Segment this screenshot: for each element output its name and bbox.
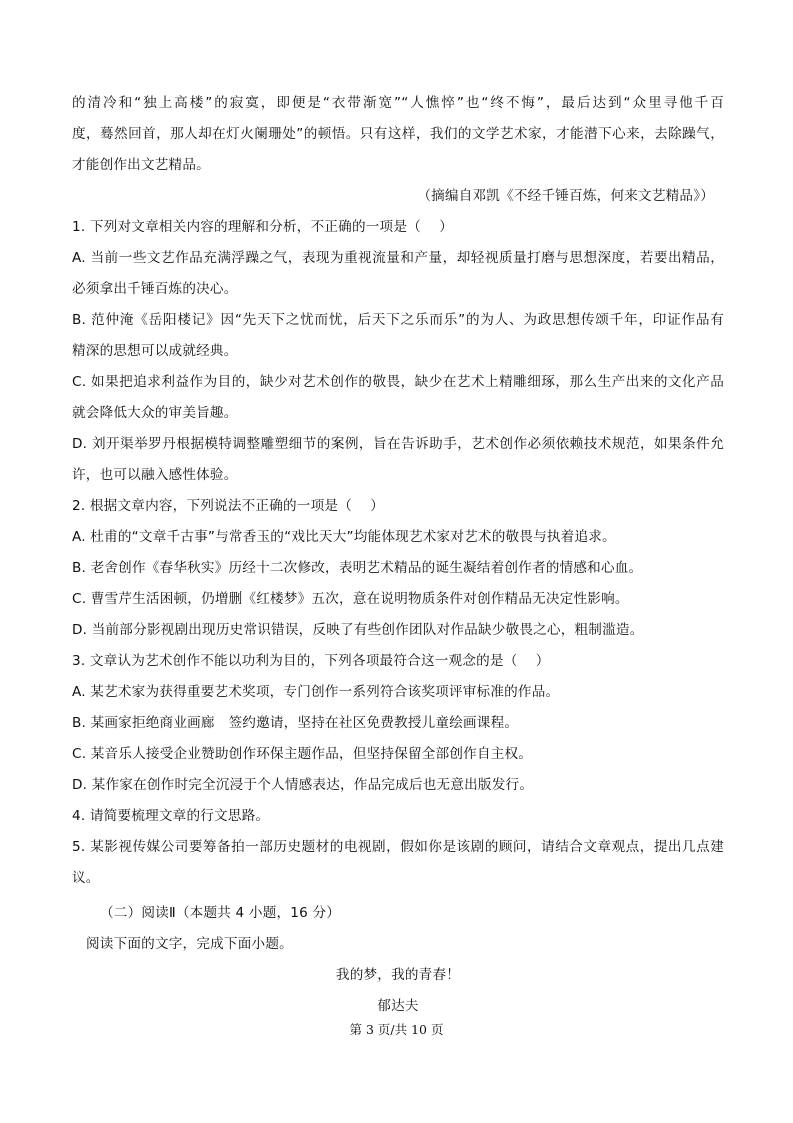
- question-stem: 议。: [72, 870, 100, 886]
- option-line: 精深的思想可以成就经典。: [72, 343, 238, 359]
- page-content: [72, 88, 724, 1022]
- option-b: [72, 305, 724, 367]
- passage-line: 的清冷和“独上高楼”的寂寞，即便是“衣带渐宽”“人憔悴”也“终不悔”，最后达到“众里寻他千百: [72, 95, 724, 111]
- question-stem: 1. 下列对文章相关内容的理解和分析，不正确的一项是（ ）: [72, 219, 454, 235]
- option-b: B. 老舍创作《春华秋实》历经十二次修改，表明艺术精品的诞生凝结着创作者的情感和心血。: [72, 560, 643, 576]
- option-b: B. 某画家拒绝商业画廊 签约邀请，坚持在社区免费教授儿童绘画课程。: [72, 715, 519, 731]
- option-line: 就会降低大众的审美旨趣。: [72, 405, 238, 421]
- option-d: [72, 429, 724, 491]
- question-stem: 3. 文章认为艺术创作不能以功利为目的，下列各项最符合这一观念的是（ ）: [72, 653, 550, 669]
- option-c: [72, 367, 724, 429]
- option-a: A. 某艺术家为获得重要艺术奖项，专门创作一系列符合该奖项评审标准的作品。: [72, 684, 560, 700]
- option-a: A. 杜甫的“文章千古事”与常香玉的“戏比天大”均能体现艺术家对艺术的敬畏与执着追求。: [72, 529, 616, 545]
- passage-line: 才能创作出文艺精品。: [72, 157, 210, 173]
- option-d: D. 当前部分影视剧出现历史常识错误，反映了有些创作团队对作品缺少敬畏之心，粗制滥造。: [72, 622, 644, 638]
- passage-continuation: [72, 88, 724, 212]
- article-author: 郁达夫: [377, 998, 419, 1014]
- question-stem: 4. 请简要梳理文章的行文思路。: [72, 808, 270, 824]
- section-instruction: 阅读下面的文字，完成下面小题。: [86, 936, 293, 952]
- passage-source: （摘编自邓凯《不经千锤百炼，何来文艺精品》）: [417, 188, 714, 204]
- page-footer: 第 3 页/共 10 页: [349, 1022, 444, 1037]
- section-heading: （二）阅读Ⅱ（本题共 4 小题，16 分）: [100, 905, 341, 921]
- option-c: C. 某音乐人接受企业赞助创作环保主题作品，但坚持保留全部创作自主权。: [72, 746, 533, 762]
- option-line: D. 刘开渠举罗丹根据模特调整雕塑细节的案例，旨在告诉助手，艺术创作必须依赖技术规范，如果条件允: [72, 436, 724, 452]
- passage-line: 度，蓦然回首，那人却在灯火阑珊处”的顿悟。只有这样，我们的文学艺术家，才能潜下心来，去除躁气，: [72, 126, 724, 142]
- option-line: B. 范仲淹《岳阳楼记》因“先天下之忧而忧，后天下之乐而乐”的为人、为政思想传颂千年，印证作品有: [72, 312, 724, 328]
- section-reading-2: [72, 898, 724, 1022]
- option-c: C. 曹雪芹生活困顿，仍增删《红楼梦》五次，意在说明物质条件对创作精品无决定性影响。: [72, 591, 629, 607]
- question-stem: 5. 某影视传媒公司要筹备拍一部历史题材的电视剧，假如你是该剧的顾问，请结合文章观点，提出几点建: [72, 839, 724, 855]
- question-stem: 2. 根据文章内容，下列说法不正确的一项是（ ）: [72, 498, 385, 514]
- question-1: [72, 212, 724, 491]
- option-d: D. 某作家在创作时完全沉浸于个人情感表达，作品完成后也无意出版发行。: [72, 777, 534, 793]
- question-2: [72, 491, 724, 646]
- option-line: 许，也可以融入感性体验。: [72, 467, 238, 483]
- question-4: [72, 801, 724, 832]
- article-title: 我的梦，我的青春！: [335, 967, 461, 983]
- option-line: C. 如果把追求利益作为目的，缺少对艺术创作的敬畏，缺少在艺术上精雕细琢，那么生产出来的文化产品: [72, 374, 724, 390]
- question-3: [72, 646, 724, 801]
- option-a: [72, 243, 724, 305]
- question-5: [72, 832, 724, 894]
- option-line: A. 当前一些文艺作品充满浮躁之气，表现为重视流量和产量，却轻视质量打磨与思想深度，若要出精品，: [72, 250, 724, 266]
- option-line: 必须拿出千锤百炼的决心。: [72, 281, 238, 297]
